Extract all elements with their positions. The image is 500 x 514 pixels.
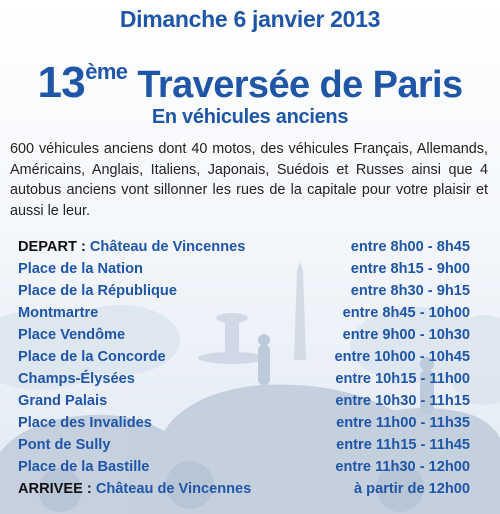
schedule-row-arrivee [18,478,470,500]
schedule-place: Place Vendôme [18,327,126,343]
schedule-time: entre 9h00 - 10h30 [342,327,470,343]
schedule-time: entre 10h30 - 11h15 [335,393,470,409]
schedule-place: Place de la Nation [18,261,143,277]
schedule-place: Place de la République [18,283,177,299]
schedule-place: Champs-Élysées [18,371,135,387]
schedule-time: entre 11h00 - 11h35 [336,415,470,431]
schedule-time: entre 11h30 - 12h00 [335,459,470,475]
schedule-time: à partir de 12h00 [354,481,470,497]
schedule-row [18,456,470,478]
schedule-row [18,346,470,368]
schedule-row [18,258,470,280]
schedule-row [18,324,470,346]
edition-number: 13 [37,58,86,107]
schedule-row-depart [18,236,470,258]
schedule-row [18,368,470,390]
depart-place: Château de Vincennes [89,239,246,255]
schedule-place: Grand Palais [18,393,108,409]
schedule-place: Montmartre [18,305,99,321]
schedule-row [18,280,470,302]
schedule-row [18,302,470,324]
depart-label: DEPART : [18,239,90,255]
schedule-place: Place de la Concorde [18,349,166,365]
schedule-row [18,434,470,456]
intro-paragraph: 600 véhicules anciens dont 40 motos, des véhicules Français, Allemands, Américains, Anglais, Italiens, Japonais, Suédois et Russes ainsi que 4 autobus anciens vont sillonner les rues de la capitale pour votre plaisir et aussi le leur. [10,141,488,219]
event-title [0,50,500,107]
event-subtitle: En véhicules anciens [151,106,349,128]
edition-suffix: ème [85,59,128,84]
schedule-time: entre 8h15 - 9h00 [350,261,470,277]
schedule-place [18,478,251,500]
intro-text [10,139,488,221]
title-text: Traversée de Paris [137,64,463,106]
schedule-row [18,390,470,412]
schedule-list [18,236,470,500]
schedule-time: entre 11h15 - 11h45 [336,437,470,453]
schedule-place: Place des Invalides [18,415,152,431]
schedule-time: entre 8h30 - 9h15 [350,283,470,299]
event-date: Dimanche 6 janvier 2013 [119,6,381,32]
schedule-place [18,236,245,258]
schedule-time: entre 10h15 - 11h00 [335,371,470,387]
schedule-time: entre 8h00 - 8h45 [350,239,470,255]
schedule-place: Place de la Bastille [18,459,150,475]
schedule-place: Pont de Sully [18,437,111,453]
arrivee-place: Château de Vincennes [95,481,252,497]
arrivee-label: ARRIVEE : [18,481,96,497]
schedule-time: entre 10h00 - 10h45 [334,349,470,365]
schedule-time: entre 8h45 - 10h00 [342,305,470,321]
schedule-row [18,412,470,434]
